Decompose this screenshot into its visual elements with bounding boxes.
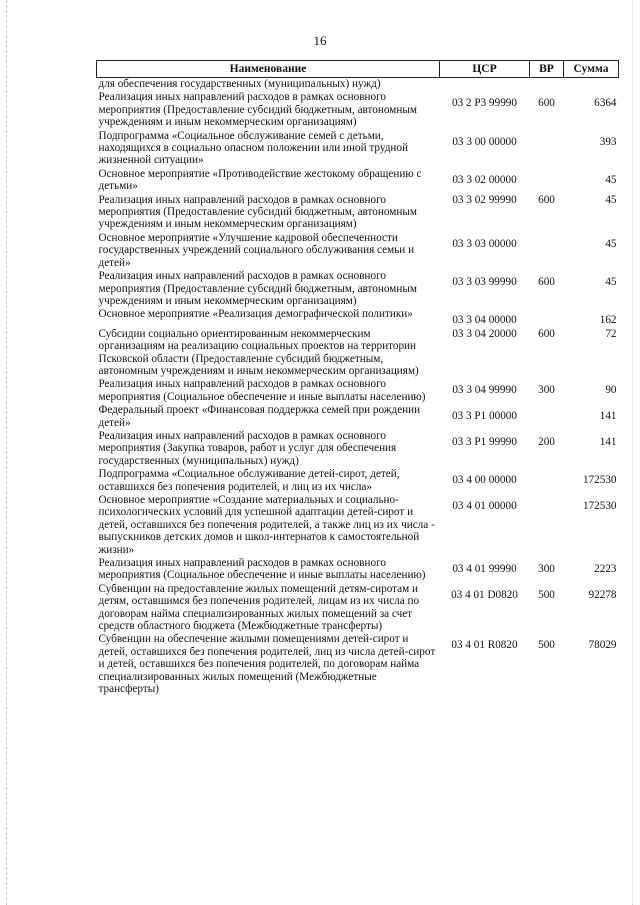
row-csr: 03 4 00 00000 (452, 474, 517, 487)
table-row (97, 583, 619, 634)
row-csr (440, 78, 530, 92)
row-sum (564, 78, 619, 92)
row-vr (530, 130, 564, 168)
row-name: Основное мероприятие «Реализация демографической политики» (98, 308, 413, 321)
row-csr: 03 3 03 00000 (452, 237, 517, 250)
page-number: 16 (313, 33, 327, 48)
row-sum: 172530 (582, 500, 617, 512)
row-sum: 45 (605, 173, 617, 186)
row-name: Основное мероприятие «Улучшение кадровой обеспеченности государственных учреждений социального обслуживания семьи и детей» (98, 231, 415, 269)
scan-edge-left (6, 0, 8, 905)
header-sum: Сумма (564, 61, 619, 78)
row-name: Основное мероприятие «Создание материальных и социально-психологических условий для успешной адаптации детей-сирот и детей, оставшихся без попечения родителей, а также лиц из их числа - выпускников детских домов и школ-интернатов к самостоятельной жизни» (98, 494, 435, 556)
header-vr: ВР (530, 61, 564, 78)
row-vr (530, 404, 564, 430)
row-sum: 78029 (588, 639, 617, 652)
row-sum: 45 (605, 193, 617, 206)
table-row (97, 430, 619, 468)
row-name: Субвенции на предоставление жилых помещений детям-сиротам и детям, оставшимся без попечения родителей, лицам из их числа по договорам найма специализированных жилых помещений за счет средств областного бюджета (Межбюджетные трансферты) (98, 582, 420, 633)
row-name: Подпрограмма «Социальное обслуживание семей с детьми, находящихся в социально опасном положении или иной трудной жизненной ситуации» (98, 129, 408, 167)
table-row (97, 91, 619, 129)
header-name: Наименование (97, 61, 440, 78)
table-row (97, 232, 619, 270)
row-sum: 141 (599, 410, 617, 423)
row-name: Реализация иных направлений расходов в рамках основного мероприятия (Предоставление субсидий бюджетным, автономным учреждениям и иным некоммерческим организациям) (98, 91, 417, 129)
row-name: Реализация иных направлений расходов в рамках основного мероприятия (Социальное обеспечение и иные выплаты населению) (98, 557, 426, 582)
row-name: для обеспечения государственных (муниципальных) нужд) (98, 78, 381, 90)
row-name: Субвенции на обеспечение жилыми помещениями детей-сирот и детей, оставшихся без попечения родителей, лиц из числа детей-сирот и детей, оставшихся без попечения родителей, по договорам найма специализированных жилых помещений (Межбюджетные трансферты) (98, 633, 436, 696)
row-csr: 03 3 04 00000 (452, 314, 517, 327)
table-row (97, 494, 619, 557)
table-row (97, 468, 619, 494)
table-body (97, 78, 619, 697)
row-name: Реализация иных направлений расходов в рамках основного мероприятия (Предоставление субсидий бюджетным, автономным учреждениям и иным некоммерческим организациям) (98, 270, 417, 307)
row-vr: 300 (538, 563, 555, 576)
row-vr: 200 (538, 435, 555, 448)
row-csr: 03 3 04 20000 (452, 327, 517, 340)
row-vr: 500 (538, 639, 555, 652)
row-csr: 03 3 04 99990 (452, 384, 517, 397)
row-vr: 600 (538, 97, 555, 110)
table-row (97, 130, 619, 168)
row-sum: 45 (605, 276, 617, 289)
row-name: Реализация иных направлений расходов в рамках основного мероприятия (Социальное обеспечение и иные выплаты населению) (98, 378, 426, 403)
table-row (97, 404, 619, 430)
table-row (97, 194, 619, 232)
row-sum: 2223 (594, 563, 617, 576)
table-header (97, 61, 619, 78)
table-row (97, 270, 619, 308)
row-name: Реализация иных направлений расходов в рамках основного мероприятия (Предоставление субсидий бюджетным, автономным учреждениям и иным некоммерческим организациям) (98, 193, 417, 231)
row-csr: 03 2 Р3 99990 (452, 97, 517, 110)
row-csr: 03 4 01 D0820 (451, 588, 518, 601)
budget-table (96, 60, 619, 697)
row-sum: 90 (605, 384, 617, 397)
row-name: Реализация иных направлений расходов в рамках основного мероприятия (Закупка товаров, работ и услуг для обеспечения государственных (муниципальных) нужд) (98, 429, 397, 467)
row-csr: 03 3 Р1 00000 (452, 410, 517, 423)
row-name: Основное мероприятие «Противодействие жестокому обращению с детьми» (98, 167, 422, 193)
header-csr: ЦСР (440, 61, 530, 78)
row-vr: 300 (538, 384, 555, 397)
row-csr: 03 3 02 00000 (452, 173, 517, 186)
table-row (97, 168, 619, 194)
row-sum: 172530 (582, 474, 617, 487)
row-name: Субсидии социально ориентированным некоммерческим организациям на реализацию социальных проектов на территории Псковской области (Предоставление субсидий бюджетным, автономным учреждениям и иным некоммерческим организациям) (98, 327, 419, 377)
scan-edge-right (632, 0, 634, 905)
table-row (97, 308, 619, 327)
row-csr: 03 3 00 00000 (452, 135, 517, 148)
table-row (97, 378, 619, 404)
row-sum: 141 (599, 435, 617, 448)
row-sum: 6364 (594, 97, 617, 110)
row-vr: 600 (538, 327, 555, 340)
row-csr: 03 4 01 R0820 (451, 639, 518, 652)
row-vr: 600 (538, 193, 555, 206)
row-name: Подпрограмма «Социальное обслуживание детей-сирот, детей, оставшихся без попечения родителей, и лиц из их числа» (98, 468, 400, 493)
row-sum: 45 (605, 237, 617, 250)
row-sum: 72 (605, 327, 617, 340)
table-row (97, 78, 619, 92)
row-vr (530, 78, 564, 92)
row-vr (530, 232, 564, 270)
table-row (97, 328, 619, 379)
row-name: Федеральный проект «Финансовая поддержка семей при рождении детей» (98, 404, 421, 429)
row-sum: 393 (599, 135, 617, 148)
row-sum: 92278 (588, 588, 617, 601)
row-vr: 500 (538, 588, 555, 601)
row-csr: 03 3 02 99990 (452, 193, 517, 206)
row-vr: 600 (538, 276, 555, 289)
row-vr (530, 168, 564, 194)
row-csr: 03 4 01 99990 (452, 563, 517, 576)
header-row (97, 61, 619, 78)
row-vr (530, 468, 564, 494)
table-row (97, 557, 619, 583)
row-csr: 03 3 Р1 99990 (452, 435, 517, 448)
row-sum: 162 (599, 314, 617, 327)
row-vr (530, 494, 564, 557)
row-vr (530, 308, 564, 327)
row-csr: 03 3 03 99990 (452, 276, 517, 289)
table-row (97, 633, 619, 696)
row-csr: 03 4 01 00000 (452, 500, 517, 512)
